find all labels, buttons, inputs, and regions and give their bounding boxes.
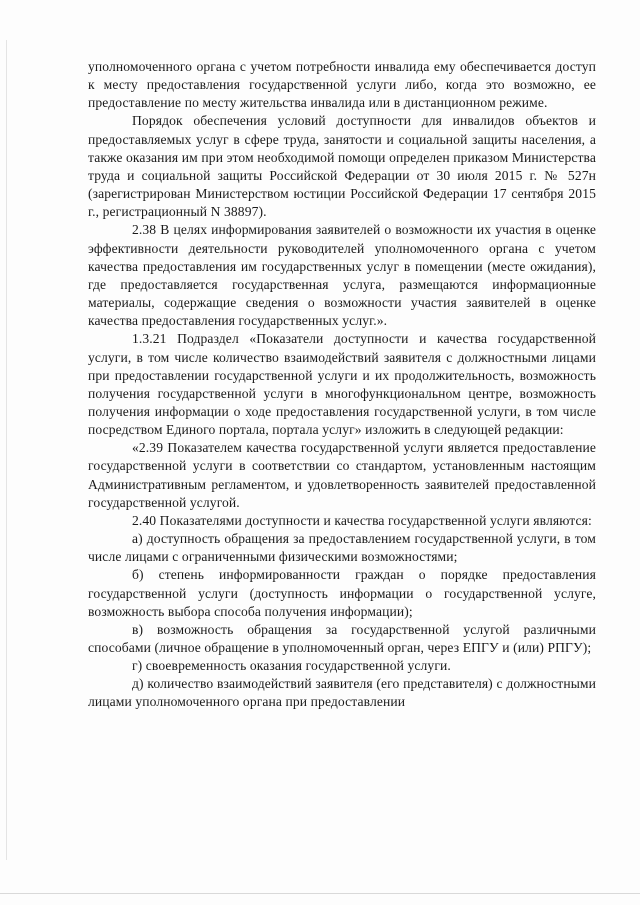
paragraph-1-3-21: 1.3.21 Подраздел «Показатели доступности и качества государственной услуги, в том числе количество взаимодействий заявителя с должностными лицами при предоставлении государственной услуги и их продолжительность, возможность получения государственной услуги в многофункциональном центре, возможность получения информации о ходе предоставления государственной услуги, в том числе посредством Единого портала, портала услуг» изложить в следующей редакции: [88,331,596,438]
list-item-b: б) степень информированности граждан о порядке предоставления государственной услуги (доступность информации о государственной услуге, возможность выбора способа получения информации); [88,567,596,619]
scan-edge-bottom [0,893,640,894]
paragraph-accessibility-order: Порядок обеспечения условий доступности для инвалидов объектов и предоставляемых услуг в сфере труда, занятости и социальной защиты населения, а также оказания им при этом необходимой помощи определен приказом Министерства труда и социальной защиты Российской Федерации от 30 июля 2015 г. № 527н (зарегистрирован Министерством юстиции Российской Федерации 17 сентября 2015 г., регистрационный N 38897). [88,113,596,220]
paragraph-continuation: уполномоченного органа с учетом потребности инвалида ему обеспечивается доступ к месту предоставления государственной услуги либо, когда это возможно, ее предоставление по месту жительства инвалида или в дистанционном режиме. [88,59,596,111]
list-item-g: г) своевременность оказания государственной услуги. [132,658,451,674]
list-item-d: д) количество взаимодействий заявителя (его представителя) с должностными лицами уполномоченного органа при предоставлении [88,676,596,710]
scan-edge-left [6,40,7,860]
paragraph-2-38: 2.38 В целях информирования заявителей о возможности их участия в оценке эффективности деятельности руководителей уполномоченного органа с учетом качества предоставления им государственных услуг в помещении (месте ожидания), где предоставляется государственная услуга, размещаются информационные материалы, содержащие сведения о возможности участия заявителей в оценке качества предоставления государственных услуг.». [88,222,596,329]
list-item-a: а) доступность обращения за предоставлением государственной услуги, в том числе лицами с ограниченными физическими возможностями; [88,531,596,565]
document-body [88,58,596,712]
paragraph-2-39: «2.39 Показателем качества государственной услуги является предоставление государственной услуги в соответствии со стандартом, установленным настоящим Административным регламентом, и удовлетворенность заявителей предоставленной государственной услугой. [88,440,596,510]
paragraph-2-40: 2.40 Показателями доступности и качества государственной услуги являются: [132,512,592,528]
list-item-v: в) возможность обращения за государственной услугой различными способами (личное обращение в уполномоченный орган, через ЕПГУ и (или) РПГУ); [88,621,596,655]
